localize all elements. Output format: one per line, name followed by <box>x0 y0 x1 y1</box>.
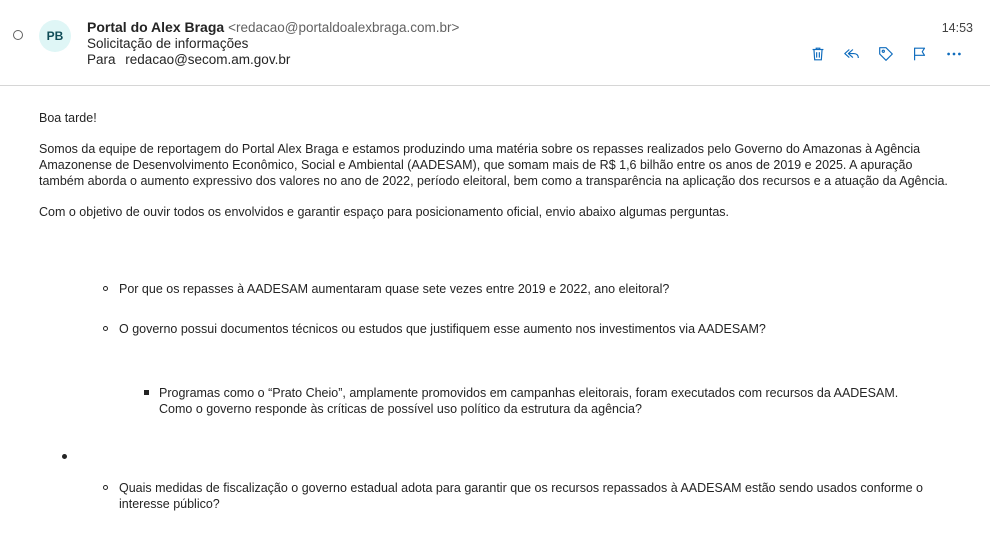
sender-email[interactable]: <redacao@portaldoalexbraga.com.br> <box>228 20 460 35</box>
message-header <box>0 0 990 86</box>
reply-all-button[interactable] <box>842 44 862 64</box>
delete-button[interactable] <box>808 44 828 64</box>
to-label: Para <box>87 52 116 67</box>
more-button[interactable] <box>944 44 964 64</box>
question-item: Programas como o “Prato Cheio”, amplamente promovidos em campanhas eleitorais, foram executados com recursos da AADESAM. Como o governo responde às críticas de possível uso político da estrutura da agência? <box>159 386 899 416</box>
more-icon <box>945 45 963 63</box>
question-item: O governo possui documentos técnicos ou estudos que justifiquem esse aumento nos investimentos via AADESAM? <box>119 322 766 336</box>
question-item: Quais medidas de fiscalização o governo estadual adota para garantir que os recursos repassados à AADESAM estão sendo usados conforme o interesse público? <box>119 481 923 511</box>
message-body <box>39 110 959 220</box>
message-time: 14:53 <box>941 21 973 35</box>
message-subject: Solicitação de informações <box>87 36 249 51</box>
list-bullet <box>144 390 149 395</box>
list-bullet <box>103 485 108 490</box>
tag-button[interactable] <box>876 44 896 64</box>
reply-all-icon <box>843 45 861 63</box>
list-bullet <box>62 454 67 459</box>
trash-icon <box>809 45 827 63</box>
flag-icon <box>911 45 929 63</box>
flag-button[interactable] <box>910 44 930 64</box>
recipient-address[interactable]: redacao@secom.am.gov.br <box>125 52 291 67</box>
list-bullet <box>103 326 108 331</box>
question-item: Por que os repasses à AADESAM aumentaram quase sete vezes entre 2019 e 2022, ano eleitoral? <box>119 282 670 296</box>
sender-name[interactable]: Portal do Alex Braga <box>87 19 225 35</box>
select-radio[interactable] <box>13 30 23 40</box>
purpose-paragraph: Com o objetivo de ouvir todos os envolvidos e garantir espaço para posicionamento oficial, envio abaixo algumas perguntas. <box>39 205 729 219</box>
tag-icon <box>877 45 895 63</box>
recipient-line <box>87 52 290 67</box>
list-bullet <box>103 286 108 291</box>
message-actions <box>808 44 964 64</box>
intro-paragraph: Somos da equipe de reportagem do Portal Alex Braga e estamos produzindo uma matéria sobre os repasses realizados pelo Governo do Amazonas à Agência Amazonense de Desenvolvimento Econômico, Social e Ambiental (AADESAM), que somam mais de R$ 1,6 bilhão entre os anos de 2019 e 2025. A apuração também aborda o aumento expressivo dos valores no ano de 2022, período eleitoral, bem como a transparência na aplicação dos recursos e a atuação da Agência. <box>39 142 948 188</box>
avatar[interactable]: PB <box>39 20 71 52</box>
sender-line <box>87 19 459 35</box>
greeting: Boa tarde! <box>39 111 97 125</box>
